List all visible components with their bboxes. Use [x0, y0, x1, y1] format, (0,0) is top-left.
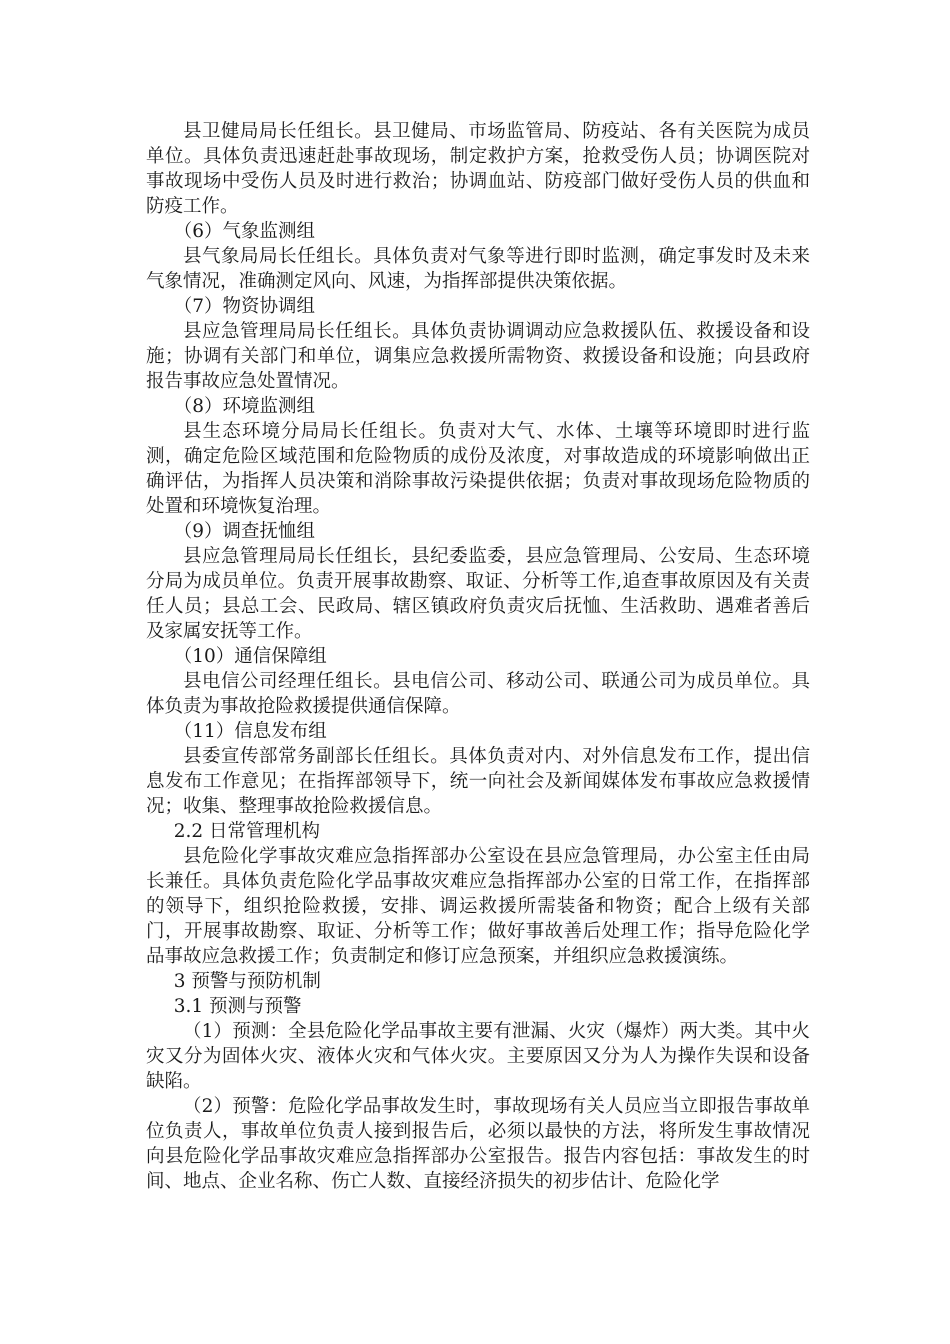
heading-communication-group: （10）通信保障组	[173, 646, 327, 667]
paragraph-communication-group: 县电信公司经理任组长。县电信公司、移动公司、联通公司为成员单位。具体负责为事故抢险救援提供通信保障。	[146, 671, 810, 717]
paragraph-weather-group: 县气象局局长任组长。具体负责对气象等进行即时监测，确定事发时及未来气象情况，准确测定风向、风速，为指挥部提供决策依据。	[146, 246, 810, 292]
heading-warning-mechanism: 3 预警与预防机制	[173, 971, 321, 992]
heading-investigation-group: （9）调查抚恤组	[173, 521, 316, 542]
paragraph-supply-group: 县应急管理局局长任组长。具体负责协调调动应急救援队伍、救援设备和设施；协调有关部门和单位，调集应急救援所需物资、救援设备和设施；向县政府报告事故应急处置情况。	[146, 321, 810, 392]
paragraph-investigation-group: 县应急管理局局长任组长，县纪委监委，县应急管理局、公安局、生态环境分局为成员单位。负责开展事故勘察、取证、分析等工作,追查事故原因及有关责任人员；县总工会、民政局、辖区镇政府负责灾后抚恤、生活救助、遇难者善后及家属安抚等工作。	[146, 546, 810, 642]
document-page	[146, 119, 810, 1194]
heading-weather-group: （6）气象监测组	[173, 221, 316, 242]
paragraph-daily-management: 县危险化学事故灾难应急指挥部办公室设在县应急管理局，办公室主任由局长兼任。具体负责危险化学品事故灾难应急指挥部办公室的日常工作，在指挥部的领导下，组织抢险救援，安排、调运救援所需装备和物资；配合上级有关部门，开展事故勘察、取证、分析等工作；做好事故善后处理工作；指导危险化学品事故应急救援工作；负责制定和修订应急预案，并组织应急救援演练。	[146, 846, 810, 967]
heading-information-group: （11）信息发布组	[173, 721, 327, 742]
heading-daily-management: 2.2 日常管理机构	[173, 821, 321, 842]
paragraph-environment-group: 县生态环境分局局长任组长。负责对大气、水体、土壤等环境即时进行监测，确定危险区域范围和危险物质的成份及浓度，对事故造成的环境影响做出正确评估，为指挥人员决策和消除事故污染提供依据；负责对事故现场危险物质的处置和环境恢复治理。	[146, 421, 810, 517]
heading-supply-group: （7）物资协调组	[173, 296, 316, 317]
paragraph-medical-group: 县卫健局局长任组长。县卫健局、市场监管局、防疫站、各有关医院为成员单位。具体负责迅速赶赴事故现场，制定救护方案，抢救受伤人员；协调医院对事故现场中受伤人员及时进行救治；协调血站、防疫部门做好受伤人员的供血和防疫工作。	[146, 121, 810, 217]
paragraph-forecast: （1）预测：全县危险化学品事故主要有泄漏、火灾（爆炸）两大类。其中火灾又分为固体火灾、液体火灾和气体火灾。主要原因又分为人为操作失误和设备缺陷。	[146, 1021, 810, 1092]
heading-environment-group: （8）环境监测组	[173, 396, 316, 417]
paragraph-information-group: 县委宣传部常务副部长任组长。具体负责对内、对外信息发布工作，提出信息发布工作意见；在指挥部领导下，统一向社会及新闻媒体发布事故应急救援情况；收集、整理事故抢险救援信息。	[146, 746, 810, 817]
heading-forecast-warning: 3.1 预测与预警	[173, 996, 302, 1017]
paragraph-warning: （2）预警：危险化学品事故发生时，事故现场有关人员应当立即报告事故单位负责人，事故单位负责人接到报告后，必须以最快的方法，将所发生事故情况向县危险化学品事故灾难应急指挥部办公室报告。报告内容包括：事故发生的时间、地点、企业名称、伤亡人数、直接经济损失的初步估计、危险化学	[146, 1096, 810, 1192]
